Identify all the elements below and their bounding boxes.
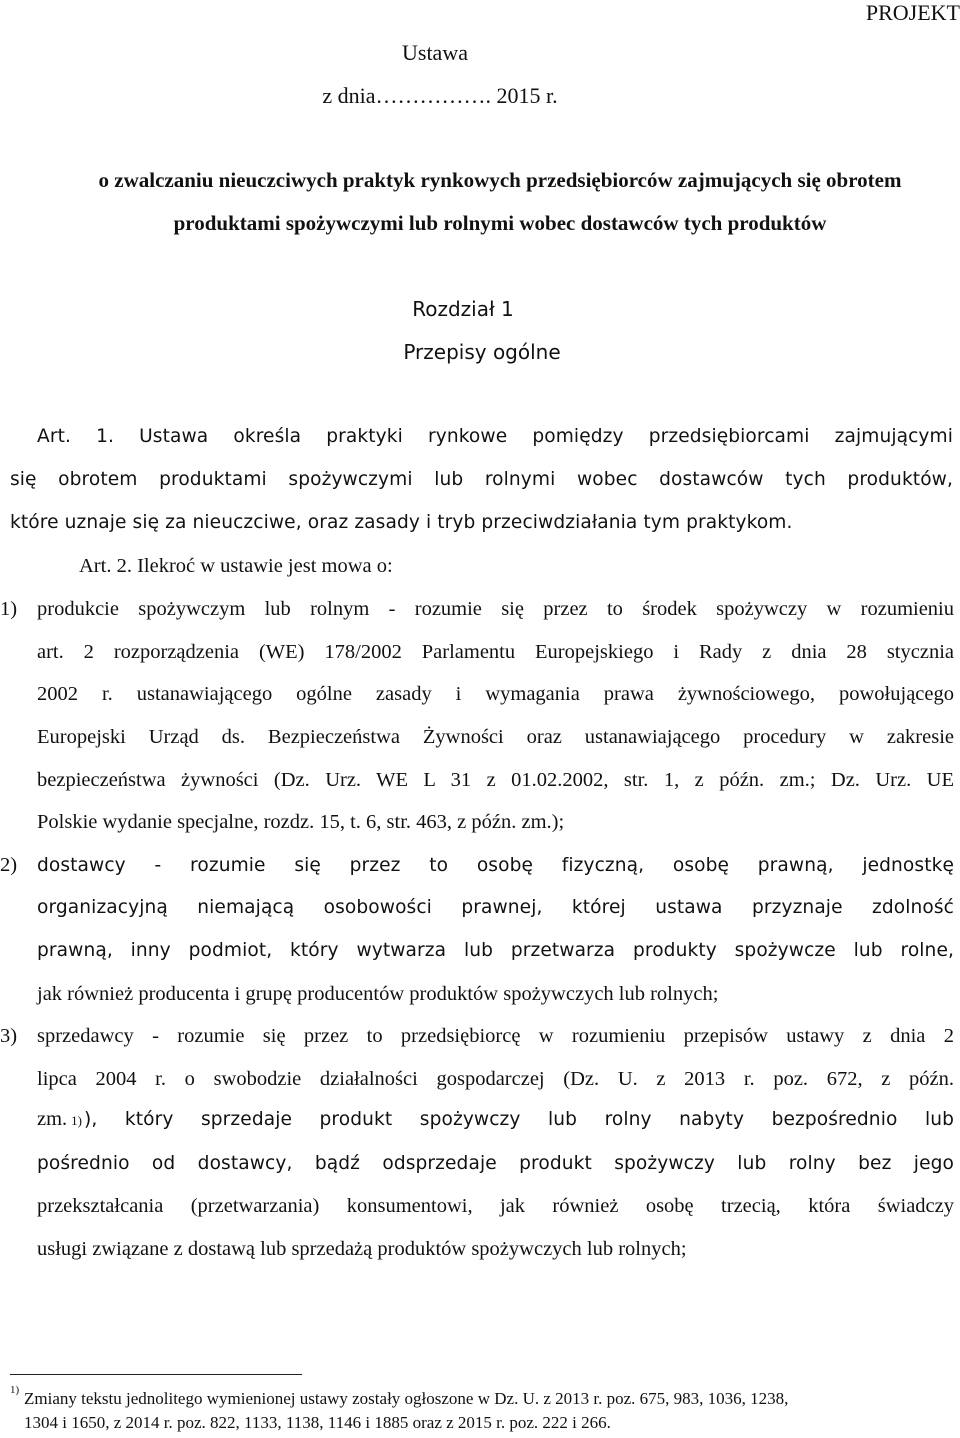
point-3-line-3 — [37, 1108, 954, 1131]
point-1-line-2: art. 2 rozporządzenia (WE) 178/2002 Parlamentu Europejskiego i Rady z dnia 28 stycznia — [37, 641, 954, 663]
point-3-line-6: usługi związane z dostawą lub sprzedażą produktów spożywczych lub rolnych; — [37, 1238, 687, 1260]
title-line-2: produktami spożywczymi lub rolnymi wobec dostawców tych produktów — [173, 211, 827, 235]
document-date: z dnia……………. 2015 r. — [322, 83, 558, 108]
chapter-title: Przepisy ogólne — [403, 340, 561, 364]
point-3-zm: zm. — [37, 1108, 68, 1130]
title-line-1: o zwalczaniu nieuczciwych praktyk rynkowych przedsiębiorców zajmujących się obrotem — [98, 168, 902, 192]
chapter-heading: Rozdział 1 — [412, 297, 514, 321]
document-type: Ustawa — [402, 40, 468, 65]
point-2-line-2: organizacyjną niemającą osobowości prawnej, której ustawa przyznaje zdolność — [37, 897, 954, 918]
footnote-ref[interactable]: 1) — [71, 1113, 83, 1128]
footnote-marker: 1) — [10, 1384, 20, 1396]
point-3-line-3-text: ), który sprzedaje produkt spożywczy lub rolny nabyty bezpośrednio lub — [84, 1109, 954, 1130]
art1-line-1: Art. 1. Ustawa określa praktyki rynkowe pomiędzy przedsiębiorcami zajmującymi — [37, 426, 953, 447]
point-3-number: 3) — [0, 1025, 18, 1047]
footnote-line-1: Zmiany tekstu jednolitego wymienionej ustawy zostały ogłoszone w Dz. U. z 2013 r. poz. 675, 983, 1036, 1238, — [24, 1389, 789, 1408]
footnote-separator — [10, 1374, 302, 1375]
art2-intro: Art. 2. Ilekroć w ustawie jest mowa o: — [79, 555, 393, 577]
art1-line-2: się obrotem produktami spożywczymi lub rolnymi wobec dostawców tych produktów, — [10, 469, 953, 490]
point-1-line-3: 2002 r. ustanawiającego ogólne zasady i wymagania prawa żywnościowego, powołującego — [37, 683, 954, 705]
projekt-label: PROJEKT — [865, 0, 960, 25]
point-2-line-1: dostawcy - rozumie się przez to osobę fizyczną, osobę prawną, jednostkę — [37, 855, 954, 876]
point-3-line-1: sprzedawcy - rozumie się przez to przedsiębiorcę w rozumieniu przepisów ustawy z dnia 2 — [37, 1025, 954, 1047]
art1-line-3: które uznaje się za nieuczciwe, oraz zasady i tryb przeciwdziałania tym praktykom. — [10, 512, 793, 533]
point-2-number: 2) — [0, 854, 18, 876]
point-1-line-5: bezpieczeństwa żywności (Dz. Urz. WE L 31 z 01.02.2002, str. 1, z późn. zm.; Dz. Urz. UE — [37, 769, 954, 791]
point-3-line-4: pośrednio od dostawcy, bądź odsprzedaje produkt spożywczy lub rolny bez jego — [37, 1153, 954, 1174]
point-3-line-2: lipca 2004 r. o swobodzie działalności gospodarczej (Dz. U. z 2013 r. poz. 672, z późn. — [37, 1068, 954, 1090]
footnote-line-2: 1304 i 1650, z 2014 r. poz. 822, 1133, 1138, 1146 i 1885 oraz z 2015 r. poz. 222 i 266. — [24, 1413, 611, 1432]
point-2-line-3: prawną, inny podmiot, który wytwarza lub przetwarza produkty spożywcze lub rolne, — [37, 940, 954, 961]
point-1-line-1: produkcie spożywczym lub rolnym - rozumie się przez to środek spożywczy w rozumieniu — [37, 598, 954, 620]
point-2-line-4: jak również producenta i grupę producentów produktów spożywczych lub rolnych; — [37, 983, 719, 1005]
point-1-line-6: Polskie wydanie specjalne, rozdz. 15, t. 6, str. 463, z późn. zm.); — [37, 811, 565, 833]
point-1-number: 1) — [0, 598, 18, 620]
point-3-line-5: przekształcania (przetwarzania) konsumentowi, jak również osobę trzecią, która świadczy — [37, 1195, 954, 1217]
point-1-line-4: Europejski Urząd ds. Bezpieczeństwa Żywności oraz ustanawiającego procedury w zakresie — [37, 726, 954, 748]
